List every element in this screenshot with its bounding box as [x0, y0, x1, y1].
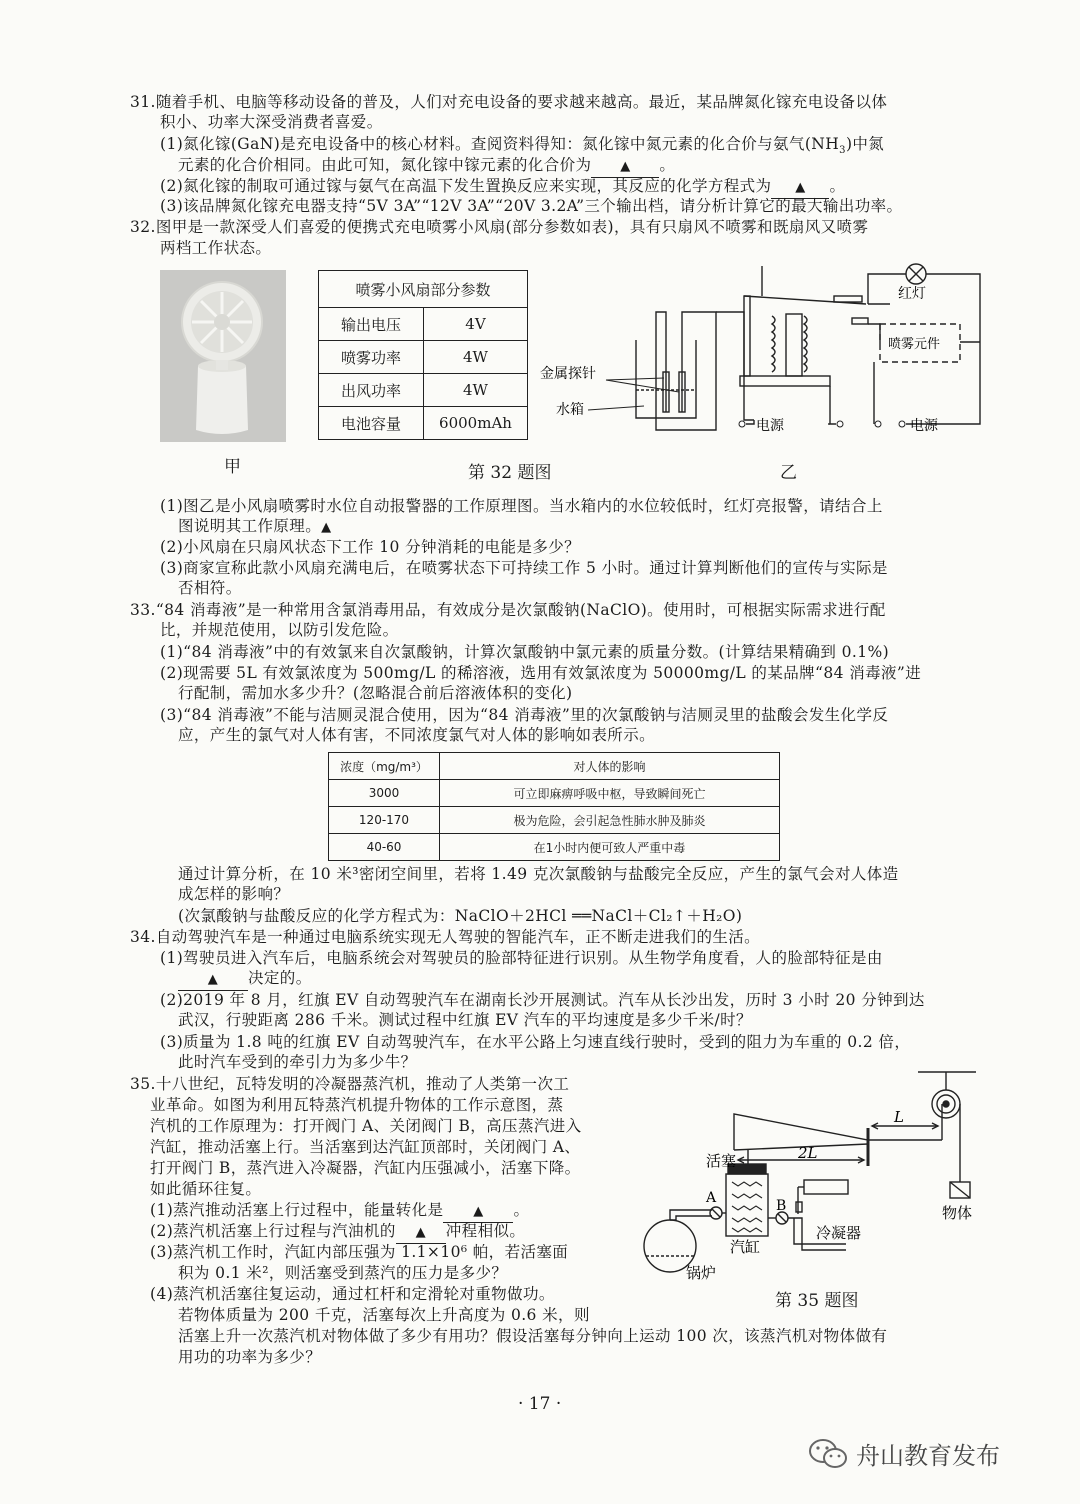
q32-caption: 第 32 题图 — [468, 463, 552, 483]
label-piston: 活塞 — [706, 1152, 737, 1170]
label-L: L — [894, 1108, 904, 1126]
q32-part1-text2: 图说明其工作原理。 — [178, 517, 322, 535]
watermark — [808, 1436, 1000, 1471]
chlorine-effect-table — [328, 752, 780, 861]
label-jia: 甲 — [224, 457, 241, 477]
table-key: 电池容量 — [319, 407, 424, 440]
q31-subscript: 3 — [839, 145, 846, 157]
q33-part3-line2: 应，产生的氯气对人体有害，不同浓度氯气对人体的影响如表所示。 — [178, 726, 656, 744]
q33-part3-line3: 通过计算分析，在 10 米³密闭空间里，若将 1.49 克次氯酸钠与盐酸完全反应，产生的氯气会对人体造 — [178, 865, 899, 883]
table-cell: 40-60 — [329, 834, 440, 861]
label-power1: 电源 — [756, 418, 784, 434]
table-value: 6000mAh — [424, 407, 528, 440]
fan-illustration — [160, 270, 286, 442]
label-valve-a: A — [706, 1190, 717, 1206]
q31-part2-text: (2)氮化镓的制取可通过镓与氨气在高温下发生置换反应来实现，其反应的化学方程式为 — [160, 177, 772, 195]
q35-stem-line3: 汽机的工作原理为：打开阀门 A、关闭阀门 B，高压蒸汽进入 — [150, 1117, 582, 1135]
q35-part4-line2: 若物体质量为 200 千克，活塞每次上升高度为 0.6 米，则 — [178, 1306, 590, 1324]
answer-blank[interactable] — [178, 968, 248, 991]
q35-part4-line1: (4)蒸汽机活塞往复运动，通过杠杆和定滑轮对重物做功。 — [150, 1285, 555, 1303]
q35-part4-line4: 用功的功率为多少？ — [178, 1348, 322, 1366]
q33-stem-line1: 33.“84 消毒液”是一种常用含氯消毒用品，有效成分是次氯酸钠(NaClO)。使用时，可根据实际需求进行配 — [130, 601, 886, 619]
table-row — [329, 807, 780, 834]
q35-stem-line1: 35.十八世纪，瓦特发明的冷凝器蒸汽机，推动了人类第一次工 — [130, 1075, 570, 1093]
table-row — [329, 834, 780, 861]
wechat-icon — [808, 1437, 848, 1471]
label-power2: 电源 — [910, 418, 938, 434]
table-title: 喷雾小风扇部分参数 — [319, 271, 528, 308]
q35-part2-text2: 冲程相似。 — [445, 1222, 526, 1240]
label-boiler: 锅炉 — [686, 1264, 717, 1282]
q35-part3-line2: 积为 0.1 米²，则活塞受到蒸汽的压力是多少？ — [178, 1264, 508, 1282]
label-spray-element: 喷雾元件 — [888, 337, 941, 352]
q33-equation: (次氯酸钠与盐酸反应的化学方程式为：NaClO＋2HCl ══NaCl＋Cl₂↑＋H₂O) — [178, 907, 743, 925]
answer-mark-icon: ▲ — [207, 972, 219, 987]
answer-mark-icon: ▲ — [473, 1204, 484, 1219]
table-value: 4W — [424, 341, 528, 374]
label-probe: 金属探针 — [540, 366, 596, 382]
label-red-lamp: 红灯 — [898, 286, 926, 302]
q34-stem: 34.自动驾驶汽车是一种通过电脑系统实现无人驾驶的智能汽车，正不断走进我们的生活。 — [130, 928, 761, 946]
q35-part1: (1)蒸汽推动活塞上行过程中，能量转化是 ▲ 。 — [150, 1200, 529, 1223]
answer-blank[interactable] — [443, 1200, 513, 1223]
q32-part1-line2 — [178, 516, 332, 538]
q33-part3-line4: 成怎样的影响？ — [178, 885, 290, 903]
q31-part1-end: )中氮 — [845, 135, 885, 153]
steam-engine-diagram — [636, 1068, 988, 1290]
q35-part2-text: (2)蒸汽机活塞上行过程与汽油机的 — [150, 1222, 396, 1240]
q31-part1-text: (1)氮化镓(GaN)是充电设备中的核心材料。查阅资料得知：氮化镓中氮元素的化合价与氨气(NH — [160, 135, 840, 153]
label-2L: 2L — [798, 1144, 818, 1162]
q34-part2-line2: 武汉，行驶距离 286 千米。测试过程中红旗 EV 汽车的平均速度是多少千米/时？ — [178, 1011, 752, 1029]
q33-part1: (1)“84 消毒液”中的有效氯来自次氯酸钠，计算次氯酸钠中氯元素的质量分数。(计算结果精确到 0.1%) — [160, 643, 890, 661]
q34-part1-text2: 决定的。 — [248, 969, 312, 987]
table-row — [319, 308, 528, 341]
table-header: 浓度（mg/m³） — [329, 753, 440, 780]
q34-part3-line1: (3)质量为 1.8 吨的红旗 EV 自动驾驶汽车，在水平公路上匀速直线行驶时，受到的阻力为车重的 0.2 倍， — [160, 1033, 911, 1051]
answer-blank[interactable] — [591, 155, 659, 178]
q31-stem-line2: 积小、功率大深受消费者喜爱。 — [160, 113, 383, 131]
table-row — [319, 374, 528, 407]
table-value: 4W — [424, 374, 528, 407]
label-condenser: 冷凝器 — [816, 1224, 862, 1242]
q32-part3-line2: 否相符。 — [178, 579, 242, 597]
q34-part1-line1: (1)驾驶员进入汽车后，电脑系统会对驾驶员的脸部特征进行识别。从生物学角度看，人的脸部特征是由 — [160, 949, 883, 967]
q35-stem-line6: 如此循环往复。 — [150, 1180, 262, 1198]
table-cell: 极为危险，会引起急性肺水肿及肺炎 — [440, 807, 780, 834]
table-row — [319, 407, 528, 440]
q32-stem-line1: 32.图甲是一款深受人们喜爱的便携式充电喷雾小风扇(部分参数如表)，具有只扇风不喷雾和既扇风又喷雾 — [130, 218, 869, 236]
label-cylinder: 汽缸 — [730, 1238, 761, 1256]
table-cell: 可立即麻痹呼吸中枢，导致瞬间死亡 — [440, 780, 780, 807]
q34-part2-line1: (2)2019 年 8 月，红旗 EV 自动驾驶汽车在湖南长沙开展测试。汽车从长沙出发，历时 3 小时 20 分钟到达 — [160, 991, 925, 1009]
table-cell: 3000 — [329, 780, 440, 807]
label-valve-b: B — [776, 1198, 787, 1214]
q35-stem-line5: 打开阀门 B，蒸汽进入冷凝器，汽缸内压强减小，活塞下降。 — [150, 1159, 581, 1177]
answer-mark-icon: ▲ — [415, 1225, 426, 1240]
table-key: 出风功率 — [319, 374, 424, 407]
page-number: · 17 · — [518, 1394, 562, 1414]
table-row — [329, 780, 780, 807]
table-key: 输出电压 — [319, 308, 424, 341]
q32-stem-line2: 两档工作状态。 — [160, 239, 272, 257]
q31-stem-line1: 31.随着手机、电脑等移动设备的普及，人们对充电设备的要求越来越高。最近，某品牌氮化镓充电设备以体 — [130, 93, 888, 111]
q33-part2-line2: 行配制，需加水多少升？(忽略混合前后溶液体积的变化) — [178, 684, 573, 702]
table-value: 4V — [424, 308, 528, 341]
table-key: 喷雾功率 — [319, 341, 424, 374]
label-yi: 乙 — [780, 463, 797, 483]
q33-part3-line1: (3)“84 消毒液”不能与洁厕灵混合使用，因为“84 消毒液”里的次氯酸钠与洁厕灵里的盐酸会发生化学反 — [160, 706, 889, 724]
q35-part4-line3: 活塞上升一次蒸汽机对物体做了多少有用功？假设活塞每分钟向上运动 100 次，该蒸汽机对物体做有 — [178, 1327, 888, 1345]
table-row — [319, 341, 528, 374]
q35-stem-line4: 汽缸，推动活塞上行。当活塞到达汽缸顶部时，关闭阀门 A、 — [150, 1138, 581, 1156]
q35-part3-line1: (3)蒸汽机工作时，汽缸内部压强为 1.1×10⁶ 帕，若活塞面 — [150, 1243, 569, 1261]
answer-mark-icon: ▲ — [795, 180, 806, 195]
table-header: 对人体的影响 — [440, 753, 780, 780]
q33-part2-line1: (2)现需要 5L 有效氯浓度为 500mg/L 的稀溶液，选用有效氯浓度为 50000mg/L 的某品牌“84 消毒液”进 — [160, 664, 922, 682]
watermark-text: 舟山教育发布 — [856, 1442, 1000, 1470]
table-cell: 在1小时内便可致人严重中毒 — [440, 834, 780, 861]
q35-part1-text: (1)蒸汽推动活塞上行过程中，能量转化是 — [150, 1201, 444, 1219]
q35-caption: 第 35 题图 — [775, 1291, 859, 1311]
fan-photo — [160, 270, 286, 442]
label-tank: 水箱 — [556, 402, 584, 418]
label-object: 物体 — [942, 1204, 973, 1222]
q35-part2 — [150, 1221, 525, 1244]
alarm-circuit-diagram — [536, 252, 986, 452]
table-cell: 120-170 — [329, 807, 440, 834]
q35-stem-line2: 业革命。如图为利用瓦特蒸汽机提升物体的工作示意图，蒸 — [150, 1096, 564, 1114]
q34-part3-line2: 此时汽车受到的牵引力为多少牛？ — [178, 1053, 417, 1071]
q34-part1-line2 — [178, 968, 312, 991]
answer-mark-icon[interactable]: ▲ — [321, 520, 332, 535]
answer-blank[interactable] — [396, 1221, 446, 1244]
fan-parameter-table — [318, 270, 528, 440]
q32-part3-line1: (3)商家宣称此款小风扇充满电后，在喷雾状态下可持续工作 5 小时。通过计算判断他们的宣传与实际是 — [160, 559, 888, 577]
q33-stem-line2: 比，并规范使用，以防引发危险。 — [160, 621, 399, 639]
q31-part2: (2)氮化镓的制取可通过镓与氨气在高温下发生置换反应来实现，其反应的化学方程式为 ▲ 。 — [160, 176, 845, 199]
q32-part1-line1: (1)图乙是小风扇喷雾时水位自动报警器的工作原理图。当水箱内的水位较低时，红灯亮报警，请结合上 — [160, 497, 883, 515]
q31-part3: (3)该品牌氮化镓充电器支持“5V 3A”“12V 3A”“20V 3.2A”三个输出档，请分析计算它的最大输出功率。 — [160, 197, 903, 215]
q31-part1-text2: 元素的化合价相同。由此可知，氮化镓中镓元素的化合价为 — [178, 156, 592, 174]
answer-mark-icon: ▲ — [620, 159, 631, 174]
q31-part1-line2: 元素的化合价相同。由此可知，氮化镓中镓元素的化合价为 ▲ 。 — [178, 155, 675, 178]
q32-part2: (2)小风扇在只扇风状态下工作 10 分钟消耗的电能是多少？ — [160, 538, 581, 556]
